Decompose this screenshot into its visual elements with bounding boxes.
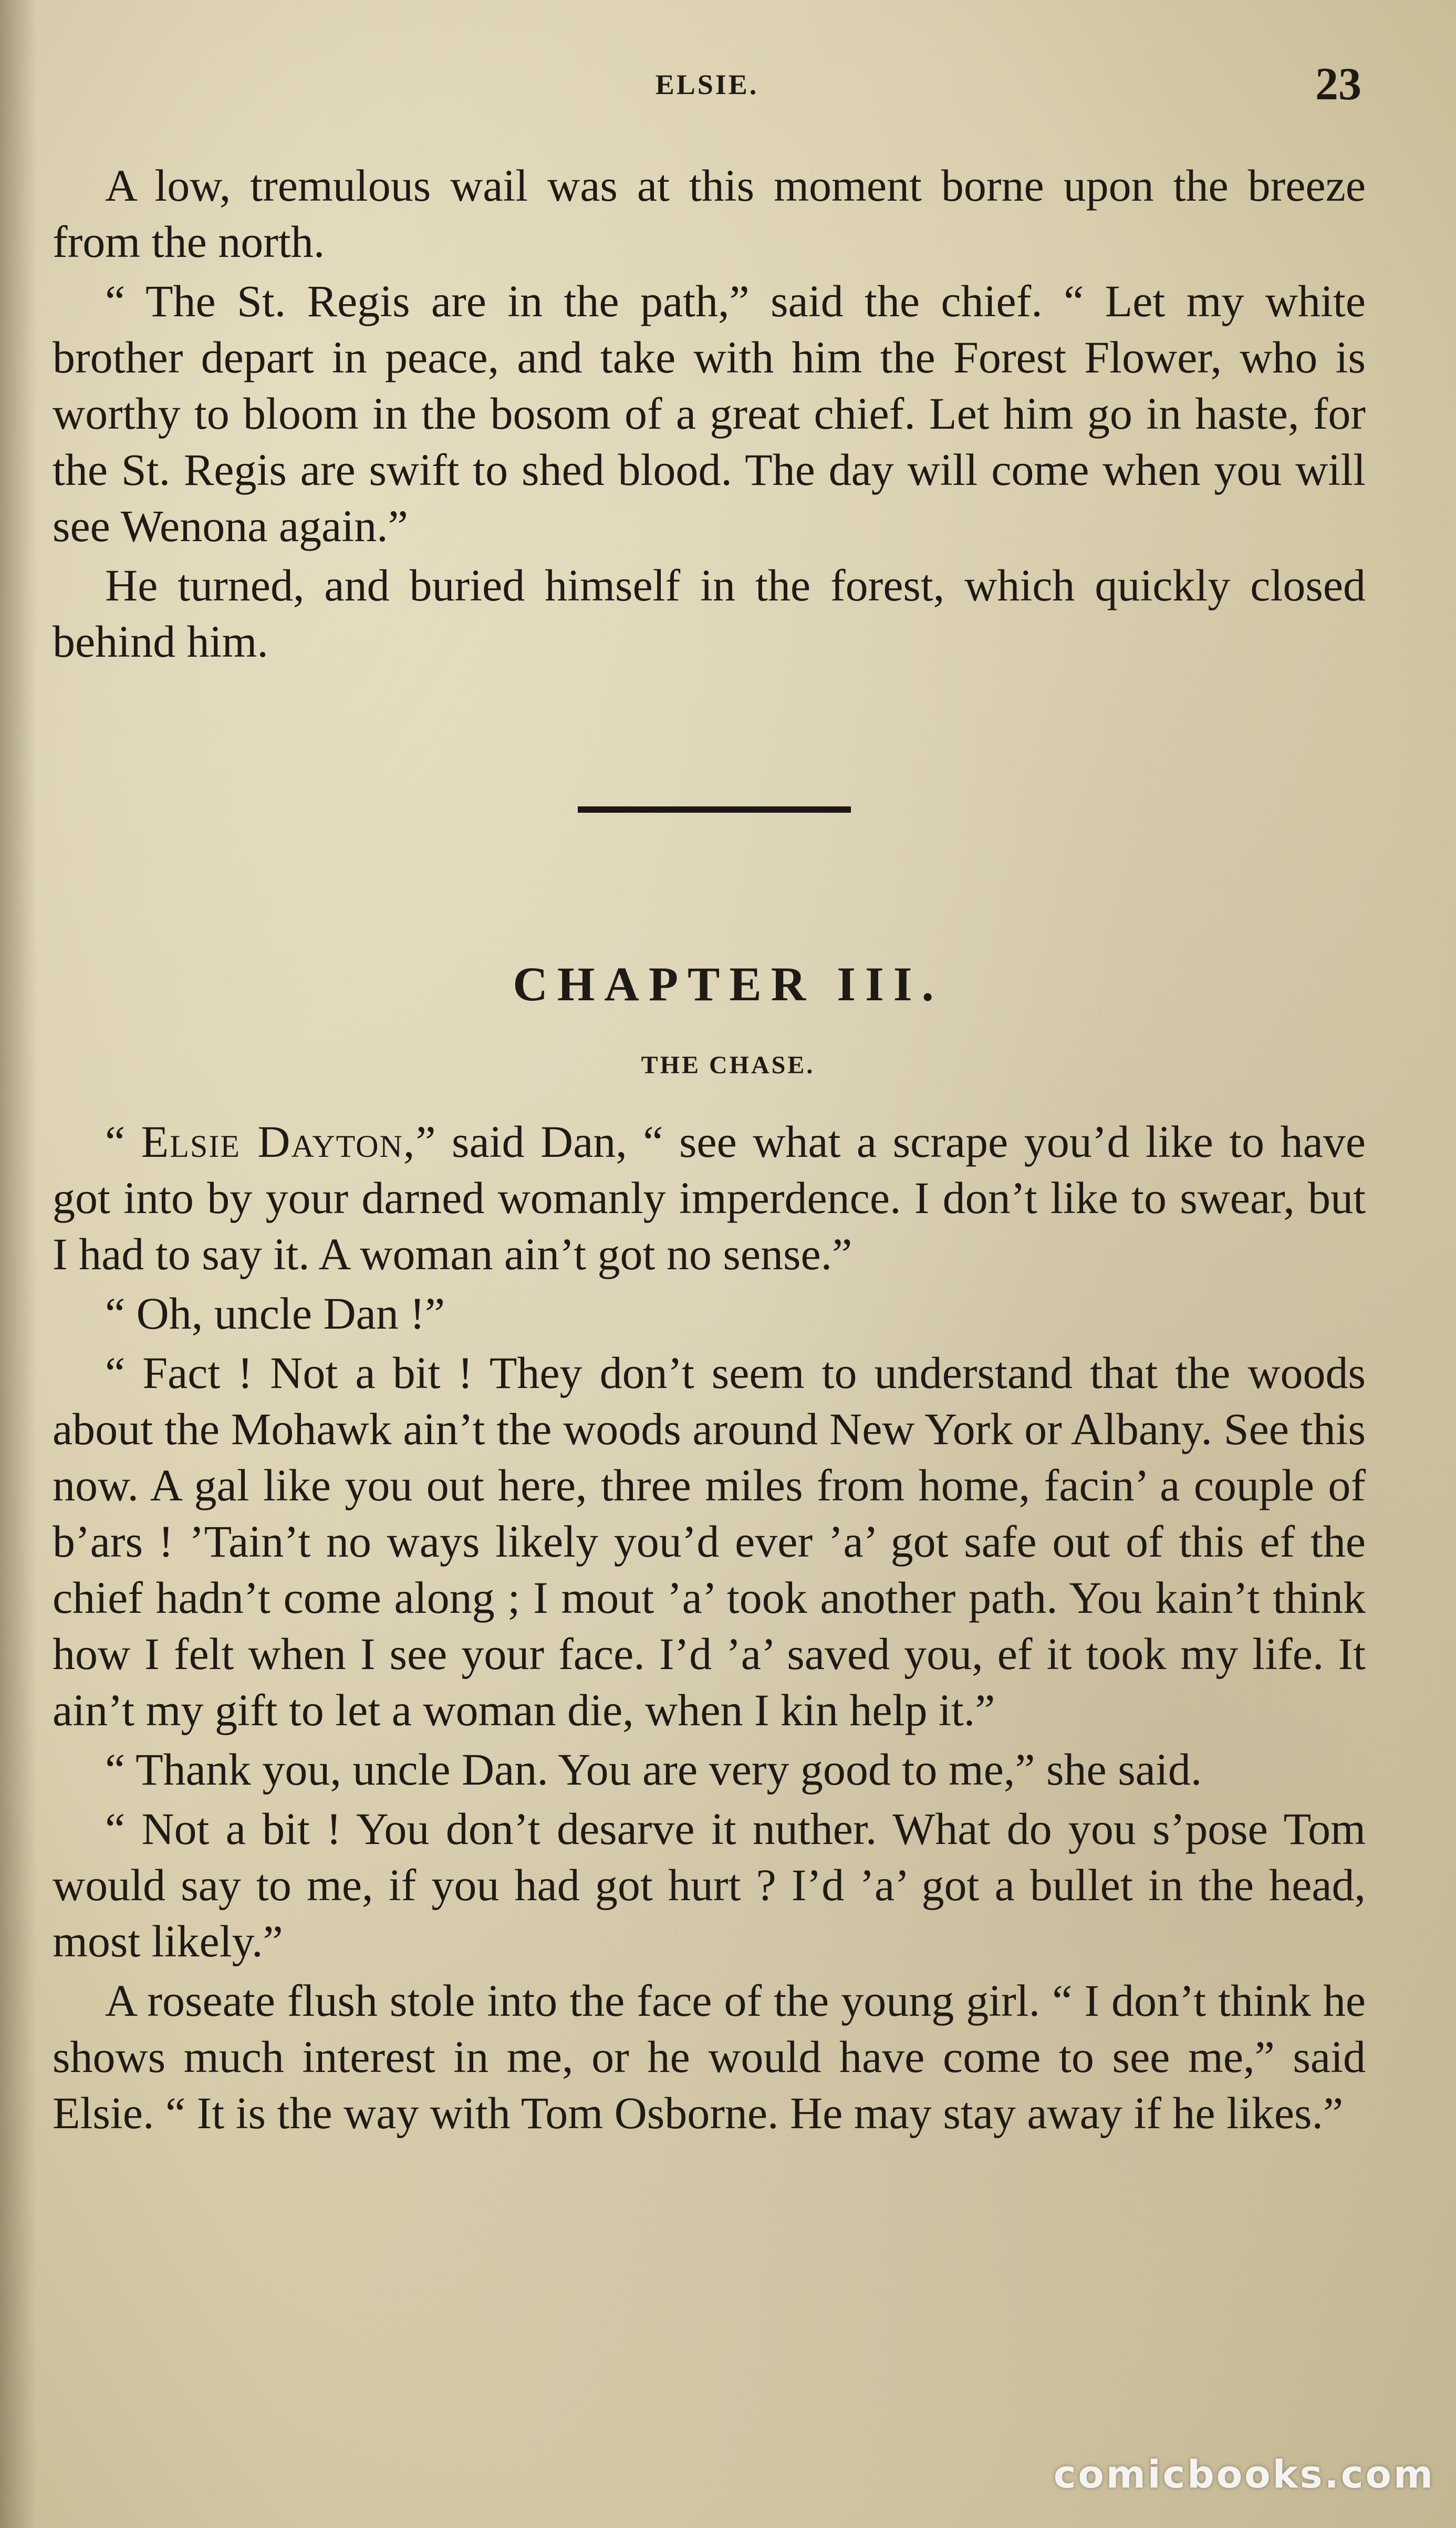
character-name: Elsie Dayton, (141, 1116, 416, 1167)
paragraph: A roseate flush stole into the face of the young girl. “ I don’t think he shows much interest in me, or he would have come to see me,” said Elsie. “ It is the way with Tom Osborne. He may stay away if he likes.” (53, 1975, 1366, 2138)
page-number: 23 (1315, 59, 1361, 110)
running-header (53, 58, 1361, 121)
paragraph: “ Not a bit ! You don’t desarve it nuther. What do you s’pose Tom would say to me, if you had got hurt ? I’d ’a’ got a bullet in the head, most likely.” (53, 1804, 1366, 1966)
chapter-subtitle: THE CHASE. (641, 1051, 815, 1079)
paragraph (53, 1114, 1366, 1282)
watermark: comicbooks.com (1053, 2452, 1435, 2496)
paragraph: “ The St. Regis are in the path,” said the chief. “ Let my white brother depart in peace, and take with him the Forest Flower, who is worthy to bloom in the bosom of a great chief. Let him go in haste, for the St. Regis are swift to shed blood. The day will come when you will see Wenona again.” (53, 276, 1366, 551)
paragraph: He turned, and buried himself in the forest, which quickly closed behind him. (53, 560, 1366, 667)
paragraph-rest: ” said Dan, “ see what a scrape you’d like to have got into by your darned womanly imperdence. I don’t like to swear, but I had to say it. A woman ain’t got no sense.” (53, 1116, 1366, 1279)
paragraph: “ Fact ! Not a bit ! They don’t seem to understand that the woods about the Mohawk ain’t the woods around New York or Albany. See this now. A gal like you out here, three miles from home, facin’ a couple of b’ars ! ’Tain’t no ways likely you’d ever ’a’ got safe out of this ef the chief hadn’t come along ; I mout ’a’ took another path. You kain’t think how I felt when I see your face. I’d ’a’ saved you, ef it took my life. It ain’t my gift to let a woman die, when I kin help it.” (53, 1348, 1366, 1735)
running-title: ELSIE. (655, 69, 759, 100)
page-binding-shadow (0, 0, 37, 2528)
paragraph: A low, tremulous wail was at this moment borne upon the breeze from the north. (53, 160, 1366, 267)
top-text-block (53, 158, 1366, 673)
chapter-text-block (53, 1114, 1366, 2144)
section-divider-rule (578, 806, 851, 813)
paragraph: “ Thank you, uncle Dan. You are very good to me,” she said. (105, 1744, 1202, 1795)
chapter-title: CHAPTER III. (513, 957, 943, 1011)
paragraph: “ Oh, uncle Dan !” (105, 1288, 445, 1339)
open-quote: “ (105, 1116, 141, 1167)
